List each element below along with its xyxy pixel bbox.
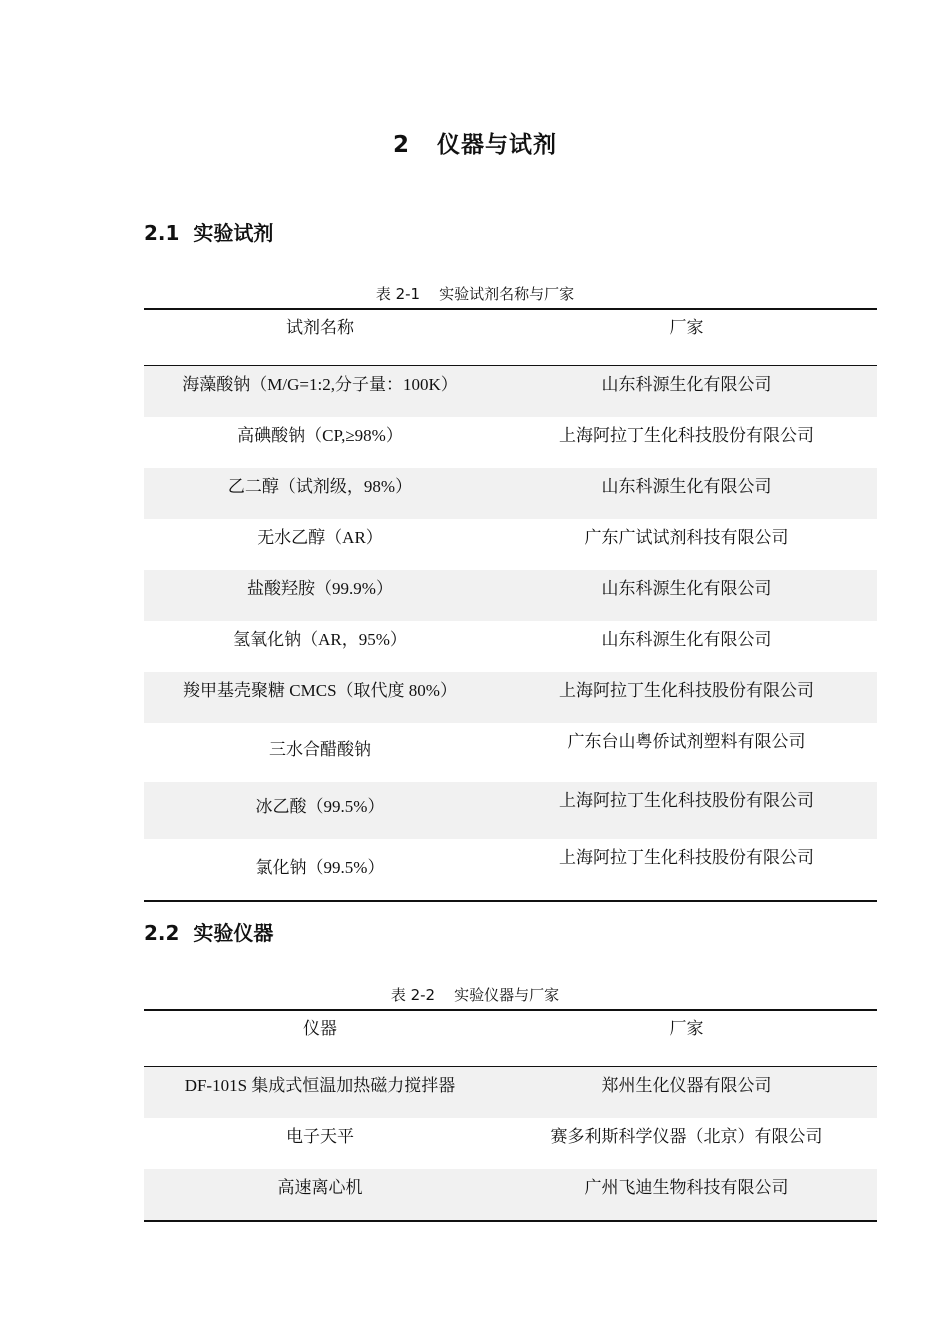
- chapter-title: 2 仪器与试剂: [392, 132, 558, 158]
- manufacturer-cell: 山东科源生化有限公司: [496, 570, 877, 621]
- column-header-instrument: 仪器: [144, 1010, 496, 1067]
- instrument-name-cell: 高速离心机: [144, 1169, 496, 1221]
- table-row: [144, 519, 877, 570]
- reagent-name-cell: 盐酸羟胺（99.9%）: [144, 570, 496, 621]
- manufacturer-cell: 山东科源生化有限公司: [496, 366, 877, 418]
- manufacturer-cell: 郑州生化仪器有限公司: [496, 1067, 877, 1119]
- table-header-row: [144, 309, 877, 366]
- table-header-row: [144, 1010, 877, 1067]
- manufacturer-cell: 广东台山粤侨试剂塑料有限公司: [567, 732, 806, 751]
- reagent-name-cell: 氢氧化钠（AR，95%）: [233, 630, 407, 649]
- table-row: [144, 366, 877, 418]
- instrument-name-cell: DF-101S 集成式恒温加热磁力搅拌器: [144, 1067, 496, 1119]
- manufacturer-cell: 赛多利斯科学仪器（北京）有限公司: [550, 1127, 823, 1146]
- table-row: [144, 417, 877, 468]
- table-row: [144, 839, 877, 901]
- table-row: [144, 1118, 877, 1169]
- table-row: [144, 1067, 877, 1119]
- table-row: [144, 468, 877, 519]
- table-row: [144, 672, 877, 723]
- manufacturer-cell: 上海阿拉丁生化科技股份有限公司: [559, 426, 814, 445]
- instrument-name-cell: 电子天平: [286, 1127, 354, 1146]
- section-title-reagents: 2.1 实验试剂: [144, 221, 274, 245]
- table-caption-reagents: 表 2-1 实验试剂名称与厂家: [375, 285, 575, 303]
- table-row: [144, 723, 877, 782]
- manufacturer-cell: 广东广试试剂科技有限公司: [584, 528, 789, 547]
- manufacturer-cell: 上海阿拉丁生化科技股份有限公司: [496, 782, 877, 839]
- instruments-table: [144, 1009, 877, 1222]
- reagent-name-cell: 无水乙醇（AR）: [257, 528, 383, 547]
- table-caption-instruments: 表 2-2 实验仪器与厂家: [390, 986, 560, 1004]
- reagent-name-cell: 海藻酸钠（M/G=1:2,分子量：100K）: [144, 366, 496, 418]
- reagent-name-cell: 冰乙酸（99.5%）: [144, 782, 496, 839]
- reagent-name-cell: 氯化钠（99.5%）: [255, 858, 385, 877]
- manufacturer-cell: 山东科源生化有限公司: [496, 468, 877, 519]
- manufacturer-cell: 山东科源生化有限公司: [601, 630, 772, 649]
- column-header-manufacturer: 厂家: [496, 1010, 877, 1067]
- section-title-instruments: 2.2 实验仪器: [144, 921, 274, 945]
- reagent-name-cell: 乙二醇（试剂级，98%）: [144, 468, 496, 519]
- table-row: [144, 782, 877, 839]
- column-header-manufacturer: 厂家: [496, 309, 877, 366]
- table-row: [144, 1169, 877, 1221]
- manufacturer-cell: 广州飞迪生物科技有限公司: [496, 1169, 877, 1221]
- table-row: [144, 621, 877, 672]
- manufacturer-cell: 上海阿拉丁生化科技股份有限公司: [559, 848, 814, 867]
- manufacturer-cell: 上海阿拉丁生化科技股份有限公司: [496, 672, 877, 723]
- reagent-name-cell: 高碘酸钠（CP,≥98%）: [237, 426, 403, 445]
- reagent-name-cell: 羧甲基壳聚糖 CMCS（取代度 80%）: [144, 672, 496, 723]
- column-header-reagent-name: 试剂名称: [144, 309, 496, 366]
- reagents-table: [144, 308, 877, 902]
- reagent-name-cell: 三水合醋酸钠: [269, 740, 371, 759]
- table-row: [144, 570, 877, 621]
